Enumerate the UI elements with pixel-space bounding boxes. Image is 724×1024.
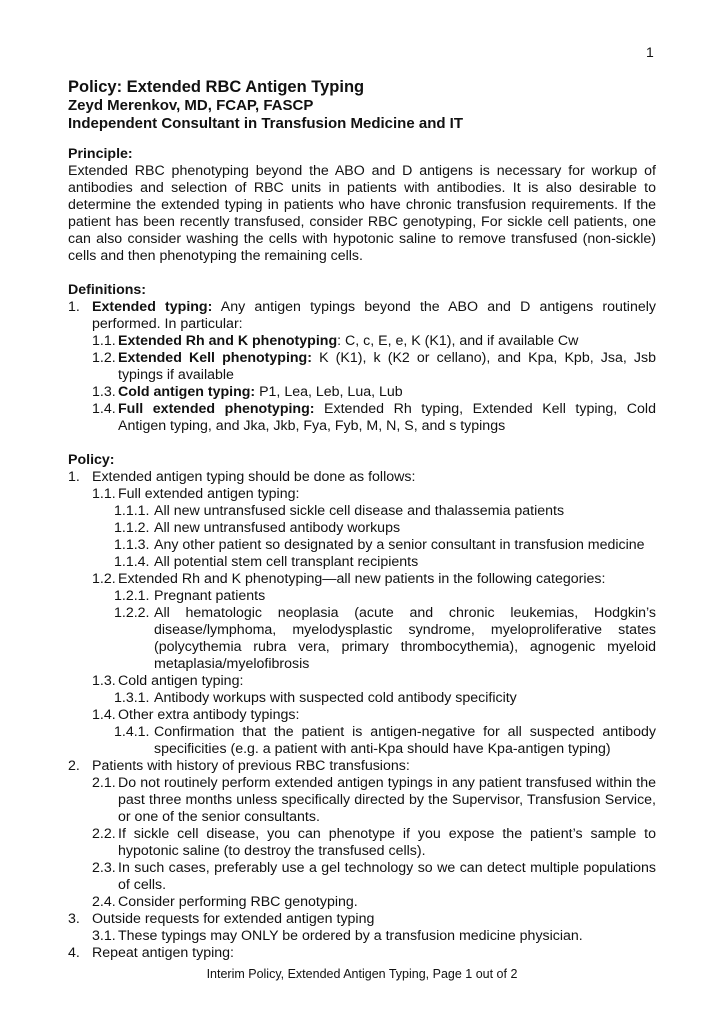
policy-subitem: 2.4. Consider performing RBC genotyping.	[92, 894, 358, 910]
page-footer: Interim Policy, Extended Antigen Typing, Page 1 out of 2	[206, 967, 518, 981]
definition-subitem: 1.1. Extended Rh and K phenotyping: C, c, E, e, K (K1), and if available Cw	[92, 333, 579, 349]
principle-text: Extended RBC phenotyping beyond the ABO and D antigens is necessary for workup of antibodies and selection of RBC units in patients with antibodies. It is also desirable to determine the extended typing in patients who have chronic transfusion requirements. If the patient has been recently transfused, consider RBC genotyping, For sickle cell patients, one can also consider washing the cells with hypotonic saline to remove transfused (non-sickle) cells and then phenotyping the remaining cells.	[68, 163, 656, 264]
document-title: Policy: Extended RBC Antigen Typing	[68, 78, 365, 96]
definition-term: Extended Rh and K phenotyping	[118, 333, 338, 349]
definition-subitem: 1.2. Extended Kell phenotyping: K (K1), k (K2 or cellano), and Kpa, Kpb, Jsa, Jsb typings if available	[92, 350, 656, 383]
policy-subitem: 1.4. Other extra antibody typings:	[92, 707, 300, 723]
definition-term: Extended Kell phenotyping:	[118, 350, 312, 366]
policy-subsubitem: 1.1.4. All potential stem cell transplant recipients	[114, 554, 419, 570]
policy-subitem: 2.2. If sickle cell disease, you can phenotype if you expose the patient’s sample to hypotonic saline (to destroy the transfused cells).	[92, 826, 656, 859]
definition-subitem: 1.3. Cold antigen typing: P1, Lea, Leb, Lua, Lub	[92, 384, 403, 400]
definition-subitem: 1.4. Full extended phenotyping: Extended Rh typing, Extended Kell typing, Cold Antigen typing, and Jka, Jkb, Fya, Fyb, M, N, S, and s typings	[92, 401, 656, 434]
page-number: 1	[646, 44, 654, 60]
definition-term: Cold antigen typing:	[118, 384, 256, 400]
affiliation-line: Independent Consultant in Transfusion Medicine and IT	[68, 115, 464, 132]
policy-subitem: 1.3. Cold antigen typing:	[92, 673, 244, 689]
policy-subsubitem: 1.1.3. Any other patient so designated by a senior consultant in transfusion medicine	[114, 537, 645, 553]
policy-subsubitem: 1.1.2. All new untransfused antibody workups	[114, 520, 401, 536]
definition-term: Extended typing:	[92, 299, 213, 315]
policy-subitem: 3.1. These typings may ONLY be ordered by a transfusion medicine physician.	[92, 928, 583, 944]
definition-item: 1. Extended typing: Any antigen typings beyond the ABO and D antigens routinely performed. In particular:	[68, 299, 656, 332]
policy-subsubitem: 1.1.1. All new untransfused sickle cell disease and thalassemia patients	[114, 503, 565, 519]
policy-item: 2. Patients with history of previous RBC transfusions:	[68, 758, 410, 774]
policy-subsubitem: 1.4.1. Confirmation that the patient is antigen-negative for all suspected antibody specificities (e.g. a patient with anti-Kpa should have Kpa-antigen typing)	[114, 724, 656, 757]
policy-subitem: 2.1. Do not routinely perform extended antigen typings in any patient transfused within the past three months unless specifically directed by the Supervisor, Transfusion Service, or one of the senior consultants.	[92, 775, 656, 825]
document-body	[68, 146, 656, 962]
policy-subitem: 1.2. Extended Rh and K phenotyping—all new patients in the following categories:	[92, 571, 606, 587]
policy-item: 3. Outside requests for extended antigen typing	[68, 911, 375, 927]
definition-term: Full extended phenotyping:	[118, 401, 315, 417]
policy-item: 1. Extended antigen typing should be done as follows:	[68, 469, 416, 485]
policy-subsubitem: 1.3.1. Antibody workups with suspected cold antibody specificity	[114, 690, 517, 706]
policy-subitem: 1.1. Full extended antigen typing:	[92, 486, 300, 502]
principle-heading: Principle:	[68, 146, 133, 162]
policy-heading: Policy:	[68, 452, 115, 468]
policy-item: 4. Repeat antigen typing:	[68, 945, 234, 961]
policy-subsubitem: 1.2.1. Pregnant patients	[114, 588, 266, 604]
author-line: Zeyd Merenkov, MD, FCAP, FASCP	[68, 97, 314, 114]
definitions-heading: Definitions:	[68, 282, 147, 298]
policy-subsubitem: 1.2.2. All hematologic neoplasia (acute and chronic leukemias, Hodgkin’s disease/lymphoma, myelodysplastic syndrome, myeloproliferative states (polycythemia rubra vera, primary thrombocythemia), agnogenic myeloid metaplasia/myelofibrosis	[114, 605, 656, 672]
document-header	[68, 78, 658, 133]
policy-subitem: 2.3. In such cases, preferably use a gel technology so we can detect multiple populations of cells.	[92, 860, 656, 893]
